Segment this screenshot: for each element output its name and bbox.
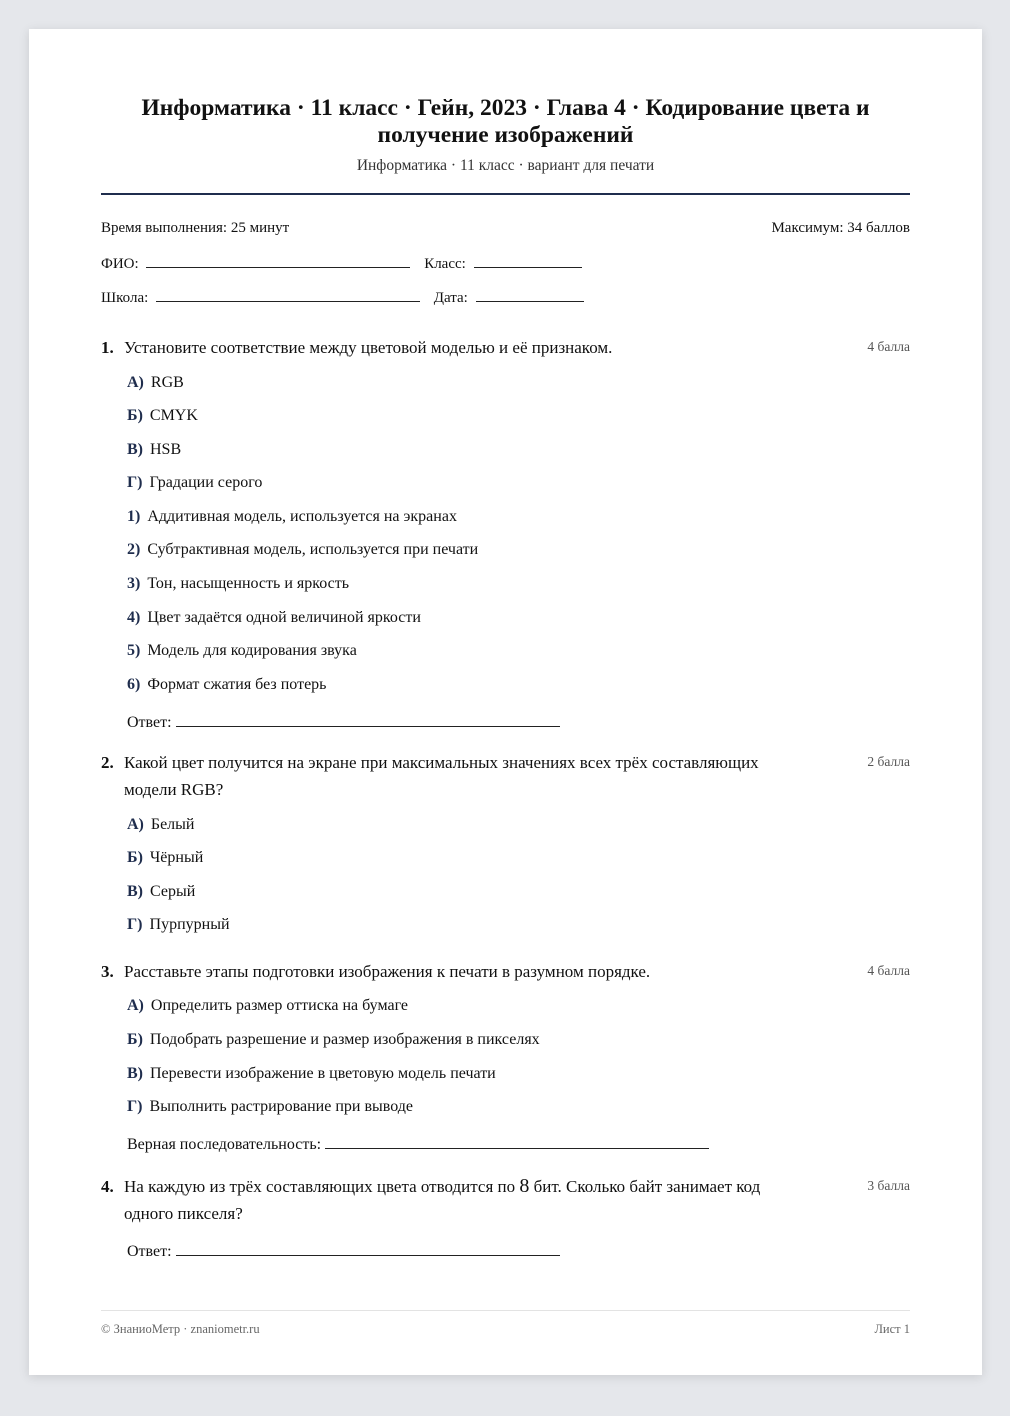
option-text: Аддитивная модель, используется на экранах <box>147 508 457 525</box>
answer-field[interactable] <box>176 1239 560 1256</box>
option-item <box>127 441 181 459</box>
page-subtitle: Информатика · 11 класс · вариант для печати <box>356 157 655 174</box>
option-text: Пурпурный <box>149 916 230 933</box>
option-item <box>127 575 349 593</box>
answer-row <box>127 1239 560 1261</box>
option-text: Подобрать разрешение и размер изображения в пикселях <box>149 1031 540 1048</box>
max-score: Максимум: 34 баллов <box>771 220 910 236</box>
question-1 <box>101 334 910 361</box>
question-points: 3 балла <box>867 1178 910 1193</box>
question-text: Какой цвет получится на экране при максимальных значениях всех трёх составляющих модели RGB? <box>124 753 759 799</box>
option-text: RGB <box>150 374 184 391</box>
date-field[interactable] <box>476 287 584 302</box>
option-text: CMYK <box>149 407 198 424</box>
option-key: 4) <box>127 609 141 626</box>
option-key: 2) <box>127 541 141 558</box>
option-item <box>127 883 195 901</box>
option-item <box>127 1031 540 1049</box>
question-4 <box>101 1173 910 1227</box>
footer-page-number: Лист 1 <box>874 1322 910 1336</box>
date-label: Дата: <box>433 290 468 306</box>
question-points: 4 балла <box>867 339 910 354</box>
option-key: 5) <box>127 642 141 659</box>
option-text: Цвет задаётся одной величиной яркости <box>147 609 421 626</box>
option-key: А) <box>127 997 144 1014</box>
school-label: Школа: <box>101 290 149 306</box>
option-key: А) <box>127 816 144 833</box>
answer-field[interactable] <box>176 710 560 727</box>
option-item <box>127 474 262 492</box>
option-item <box>127 849 203 867</box>
option-text: Выполнить растрирование при выводе <box>149 1098 413 1115</box>
question-number: 4. <box>101 1177 114 1196</box>
option-text: Чёрный <box>149 849 204 866</box>
question-text: Расставьте этапы подготовки изображения к печати в разумном порядке. <box>124 962 651 981</box>
option-key: В) <box>127 883 143 900</box>
fio-field[interactable] <box>146 253 410 268</box>
question-text: Установите соответствие между цветовой моделью и её признаком. <box>124 338 613 357</box>
option-item <box>127 997 408 1015</box>
option-key: Б) <box>127 1031 143 1048</box>
question-text <box>124 1173 810 1227</box>
option-key: 1) <box>127 508 141 525</box>
school-field[interactable] <box>156 287 420 302</box>
option-item <box>127 541 478 559</box>
option-key: Г) <box>127 1098 143 1115</box>
option-key: Г) <box>127 474 143 491</box>
page-title: Информатика · 11 класс · Гейн, 2023 · Глава 4 · Кодирование цвета и получение изображений <box>141 95 870 148</box>
footer-copyright: © ЗнаниоМетр · znaniometr.ru <box>101 1322 260 1336</box>
option-key: В) <box>127 441 143 458</box>
question-text-part: На каждую из трёх составляющих цвета отводится по <box>124 1177 520 1196</box>
sequence-answer-row <box>127 1132 709 1154</box>
option-text: Белый <box>150 816 195 833</box>
option-key: 6) <box>127 676 141 693</box>
option-text: Градации серого <box>149 474 263 491</box>
option-text: Перевести изображение в цветовую модель печати <box>150 1065 496 1082</box>
footer-divider <box>101 1310 910 1311</box>
option-key: А) <box>127 374 144 391</box>
option-text: Субтрактивная модель, используется при печати <box>147 541 479 558</box>
question-number: 1. <box>101 338 114 357</box>
worksheet-page <box>29 29 982 1375</box>
option-item <box>127 642 357 660</box>
question-2 <box>101 749 910 803</box>
fio-label: ФИО: <box>101 256 139 272</box>
option-item <box>127 676 326 694</box>
option-text: Серый <box>150 883 196 900</box>
question-3 <box>101 958 910 985</box>
question-number-value: 8 <box>519 1175 530 1197</box>
option-item <box>127 508 457 526</box>
option-item <box>127 609 421 627</box>
option-key: Б) <box>127 407 143 424</box>
question-number: 3. <box>101 962 114 981</box>
option-key: В) <box>127 1065 143 1082</box>
option-item <box>127 816 194 834</box>
question-text-part: бит. Сколько байт занимает код одного пикселя? <box>124 1177 761 1223</box>
option-text: Формат сжатия без потерь <box>147 676 327 693</box>
option-item <box>127 374 184 392</box>
option-key: Г) <box>127 916 143 933</box>
option-text: Модель для кодирования звука <box>147 642 357 659</box>
class-field[interactable] <box>474 253 582 268</box>
question-points: 2 балла <box>867 754 910 769</box>
answer-label: Ответ: <box>127 1243 172 1260</box>
option-text: Тон, насыщенность и яркость <box>147 575 349 592</box>
question-points: 4 балла <box>867 963 910 978</box>
option-key: Б) <box>127 849 143 866</box>
option-item <box>127 407 198 425</box>
answer-field[interactable] <box>325 1132 709 1149</box>
answer-label: Верная последовательность: <box>127 1136 322 1153</box>
option-key: 3) <box>127 575 141 592</box>
answer-row <box>127 710 560 732</box>
class-label: Класс: <box>424 256 466 272</box>
time-limit: Время выполнения: 25 минут <box>101 220 290 236</box>
option-text: Определить размер оттиска на бумаге <box>150 997 409 1014</box>
answer-label: Ответ: <box>127 714 172 731</box>
option-item <box>127 916 230 934</box>
option-text: HSB <box>150 441 182 458</box>
option-item <box>127 1065 496 1083</box>
option-item <box>127 1098 413 1116</box>
question-number: 2. <box>101 753 114 772</box>
header-divider <box>101 193 910 195</box>
